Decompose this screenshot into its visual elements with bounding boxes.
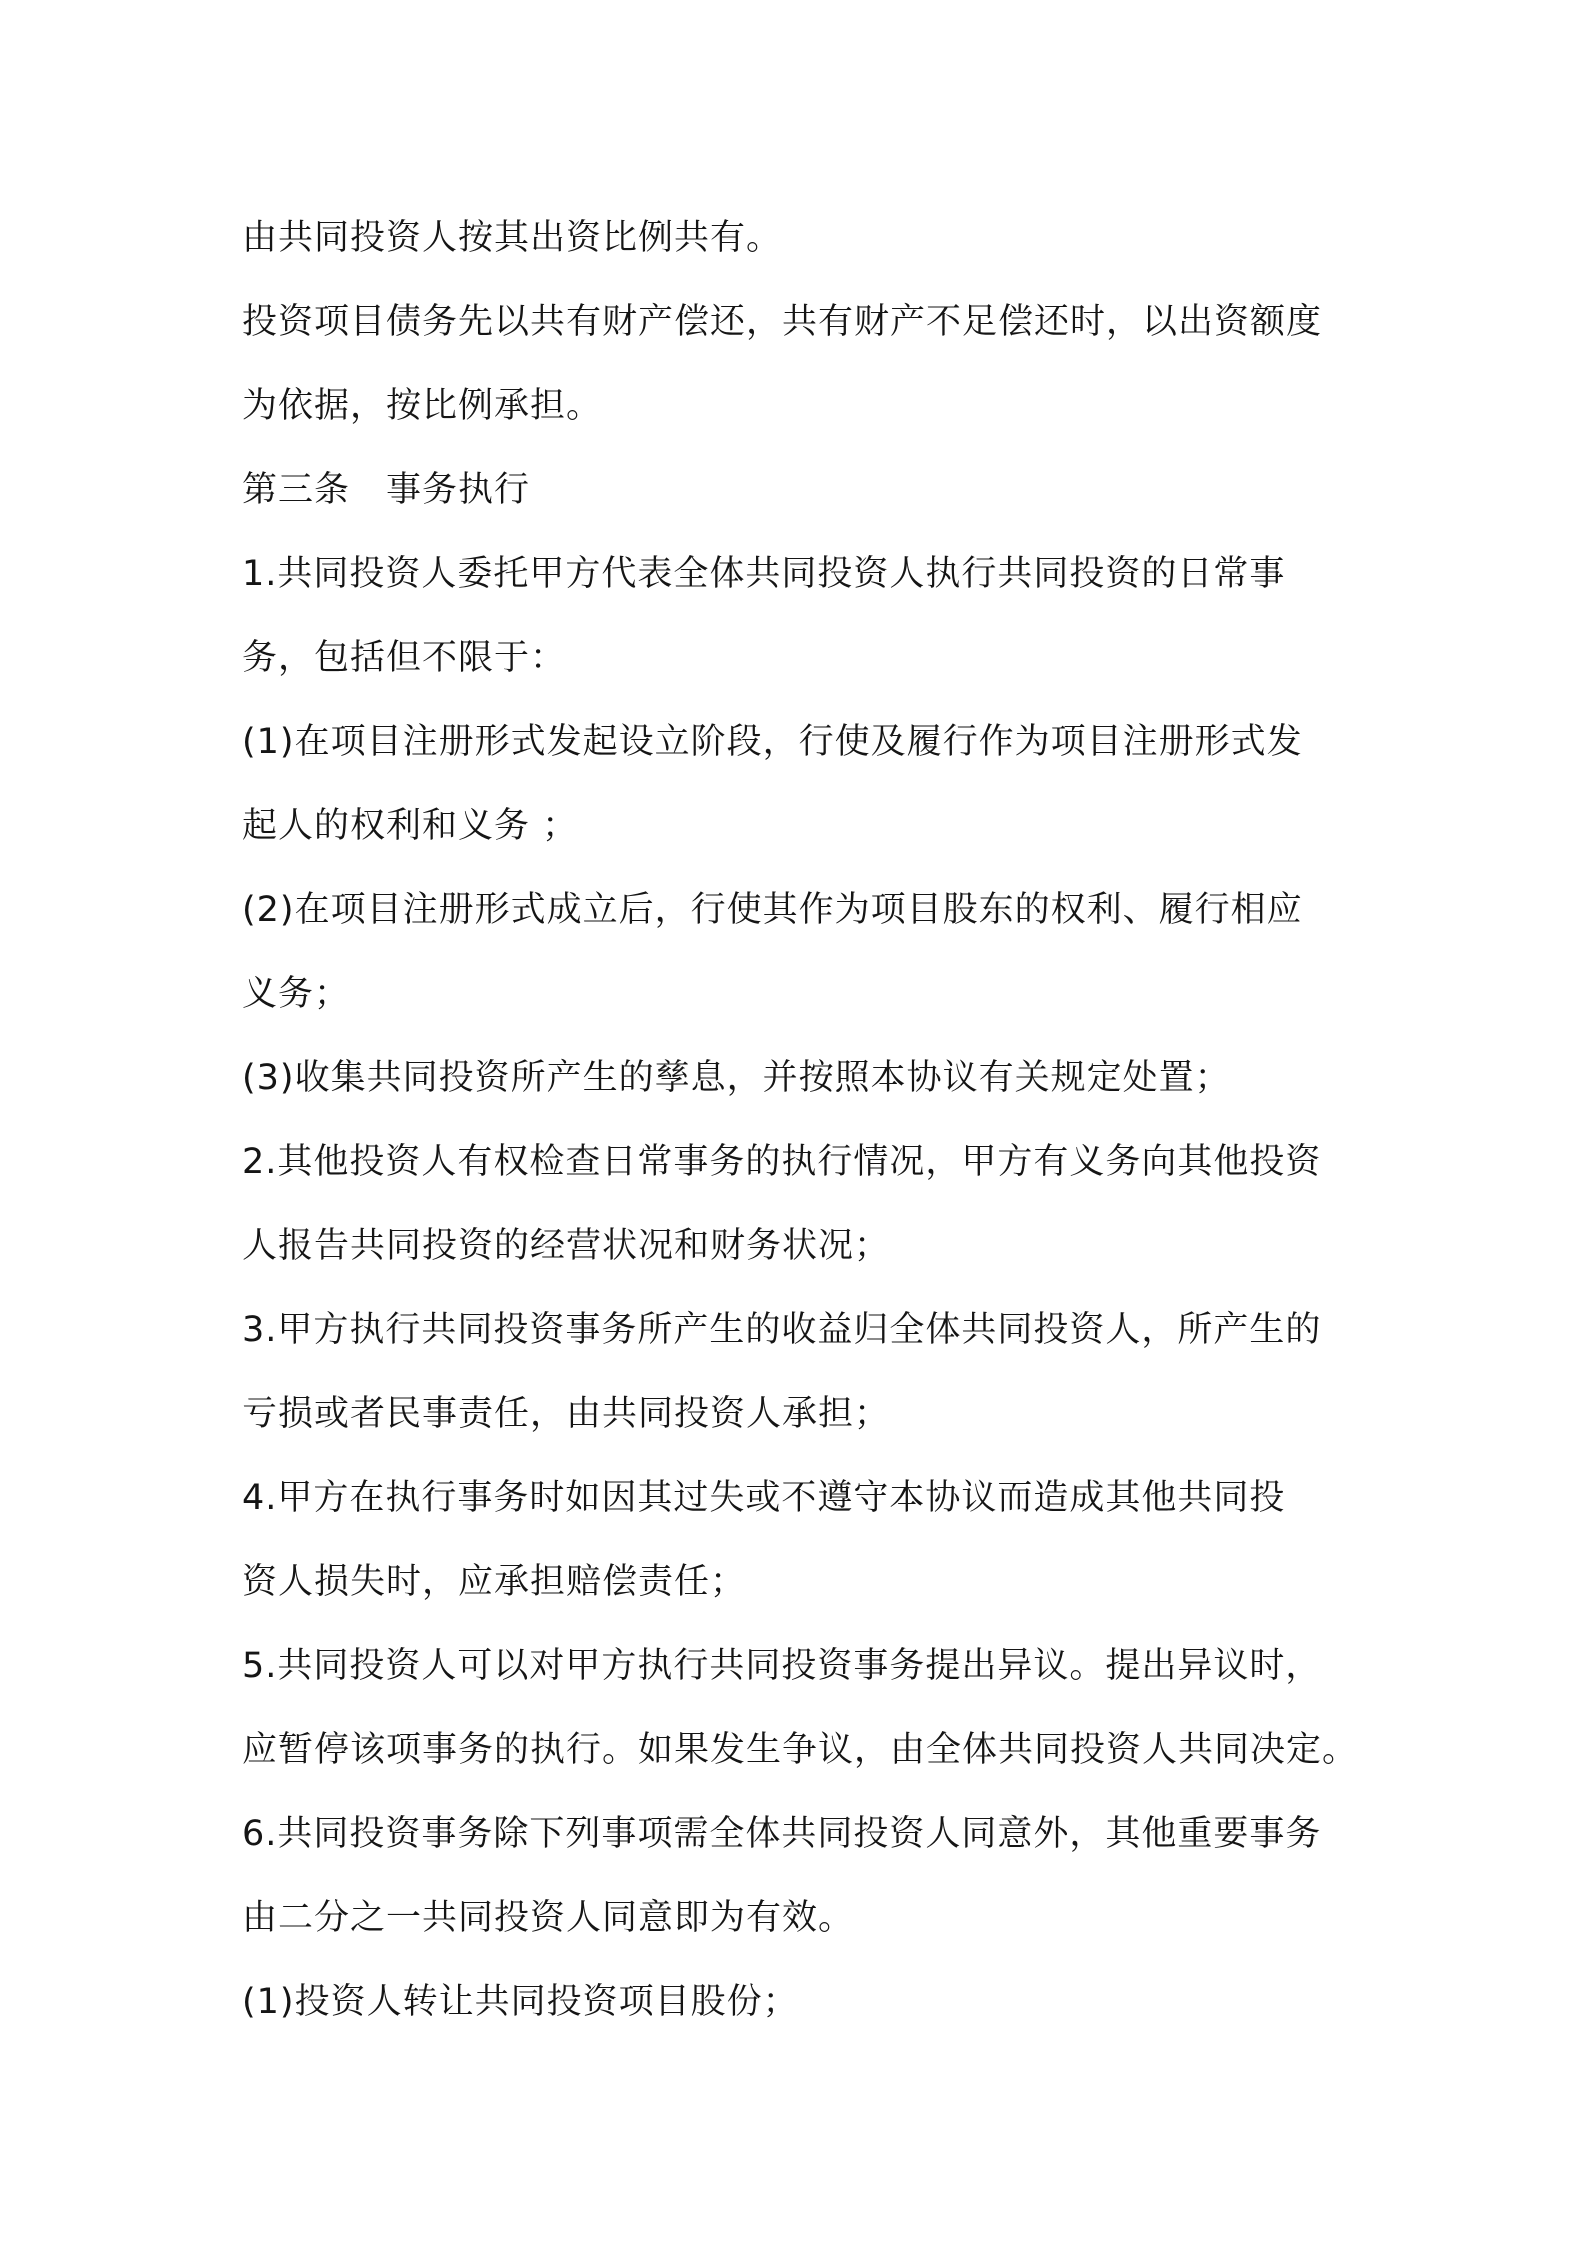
text-line: 人报告共同投资的经营状况和财务状况； — [242, 1226, 891, 1266]
text-line: 务，包括但不限于： — [242, 638, 567, 678]
text-line: 6.共同投资事务除下列事项需全体共同投资人同意外，其他重要事务 — [242, 1814, 1322, 1854]
text-line: 3.甲方执行共同投资事务所产生的收益归全体共同投资人，所产生的 — [242, 1310, 1322, 1350]
text-line: 资人损失时，应承担赔偿责任； — [242, 1562, 747, 1602]
text-line: 由共同投资人按其出资比例共有。 — [242, 218, 783, 258]
text-line: 亏损或者民事责任，由共同投资人承担； — [242, 1394, 891, 1434]
text-line: 4.甲方在执行事务时如因其过失或不遵守本协议而造成其他共同投 — [242, 1478, 1286, 1518]
text-line: 起人的权利和义务 ； — [242, 806, 579, 846]
text-line: 投资项目债务先以共有财产偿还，共有财产不足偿还时，以出资额度 — [242, 302, 1323, 342]
section-heading: 第三条 事务执行 — [242, 470, 531, 510]
document-body — [242, 196, 1362, 2044]
text-line: 1.共同投资人委托甲方代表全体共同投资人执行共同投资的日常事 — [242, 554, 1286, 594]
text-line: (1)投资人转让共同投资项目股份； — [242, 1982, 799, 2022]
text-line: 义务； — [242, 974, 351, 1014]
text-line: 2.其他投资人有权检查日常事务的执行情况，甲方有义务向其他投资 — [242, 1142, 1322, 1182]
text-line: 为依据，按比例承担。 — [242, 386, 603, 426]
text-line: (3)收集共同投资所产生的孳息，并按照本协议有关规定处置； — [242, 1058, 1231, 1098]
text-line: (2)在项目注册形式成立后，行使其作为项目股东的权利、履行相应 — [242, 890, 1303, 930]
text-line: 由二分之一共同投资人同意即为有效。 — [242, 1898, 855, 1938]
text-line: 应暂停该项事务的执行。如果发生争议，由全体共同投资人共同决定。 — [242, 1730, 1359, 1770]
text-line: (1)在项目注册形式发起设立阶段，行使及履行作为项目注册形式发 — [242, 722, 1303, 762]
text-line: 5.共同投资人可以对甲方执行共同投资事务提出异议。提出异议时， — [242, 1646, 1322, 1686]
